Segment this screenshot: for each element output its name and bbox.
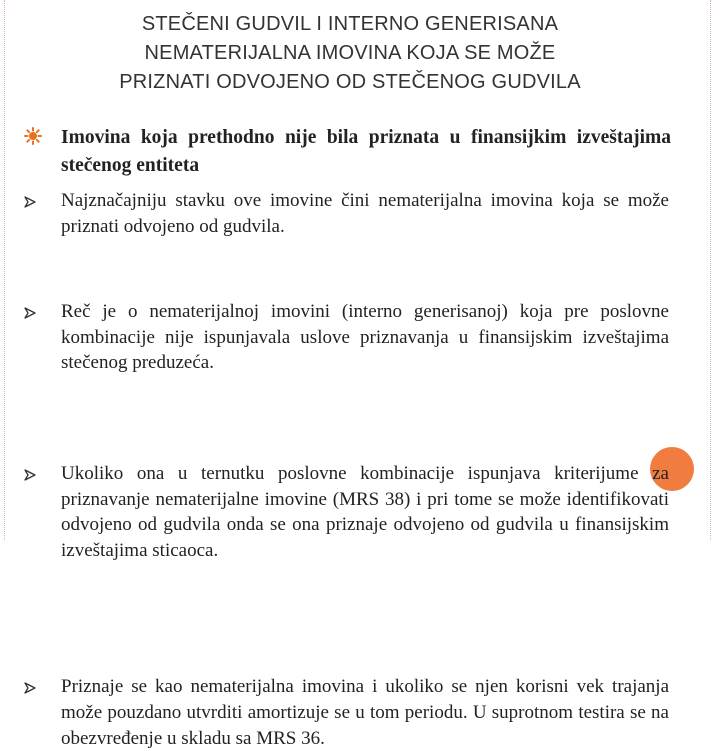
sub-bullet-2 (24, 299, 674, 376)
sub-bullet-1 (24, 188, 674, 239)
arrow-bullet-icon (24, 682, 36, 694)
left-dotted-border (4, 0, 5, 540)
right-dotted-border (710, 0, 711, 540)
sun-bullet-icon (24, 127, 42, 145)
arrow-bullet-icon (24, 469, 36, 481)
slide-title (20, 10, 680, 97)
title-line-1: STEČENI GUDVIL I INTERNO GENERISANA (141, 13, 559, 35)
sub-bullet-text: Reč je o nematerijalnoj imovini (interno generisanoj) koja pre poslovne kombinacije nije ispunjavala uslove priznavanja u finansijskim izveštajima stečenog preduzeća. (61, 301, 669, 374)
title-line-2: NEMATERIJALNA IMOVINA KOJA SE MOŽE (144, 42, 556, 64)
sub-bullet-text: Priznaje se kao nematerijalna imovina i ukoliko se njen korisni vek trajanja može pouzdano utvrditi amortizuje se u tom periodu. U suprotnom testira se na obezvređenje u skladu sa MRS 36. (61, 676, 669, 749)
title-line-3: PRIZNATI ODVOJENO OD STEČENOG GUDVILA (119, 71, 581, 93)
arrow-bullet-icon (24, 196, 36, 208)
sub-bullet-3 (24, 461, 674, 563)
sub-bullet-text: Ukoliko ona u ternutku poslovne kombinacije ispunjava kriterijume za priznavanje nematerijalne imovine (MRS 38) i pri tome se može identifikovati odvojeno od gudvila onda se ona priznaje odvojeno od gudvila u finansijskim izveštajima sticaoca. (61, 462, 669, 561)
main-bullet-text: Imovina koja prethodno nije bila priznata u finansijkim izveštajima stečenog entiteta (61, 127, 671, 176)
arrow-bullet-icon (24, 307, 36, 319)
sub-bullet-text: Najznačajniju stavku ove imovine čini nematerijalna imovina koja se može priznati odvojeno od gudvila. (61, 190, 669, 237)
sub-bullet-4 (24, 674, 674, 751)
